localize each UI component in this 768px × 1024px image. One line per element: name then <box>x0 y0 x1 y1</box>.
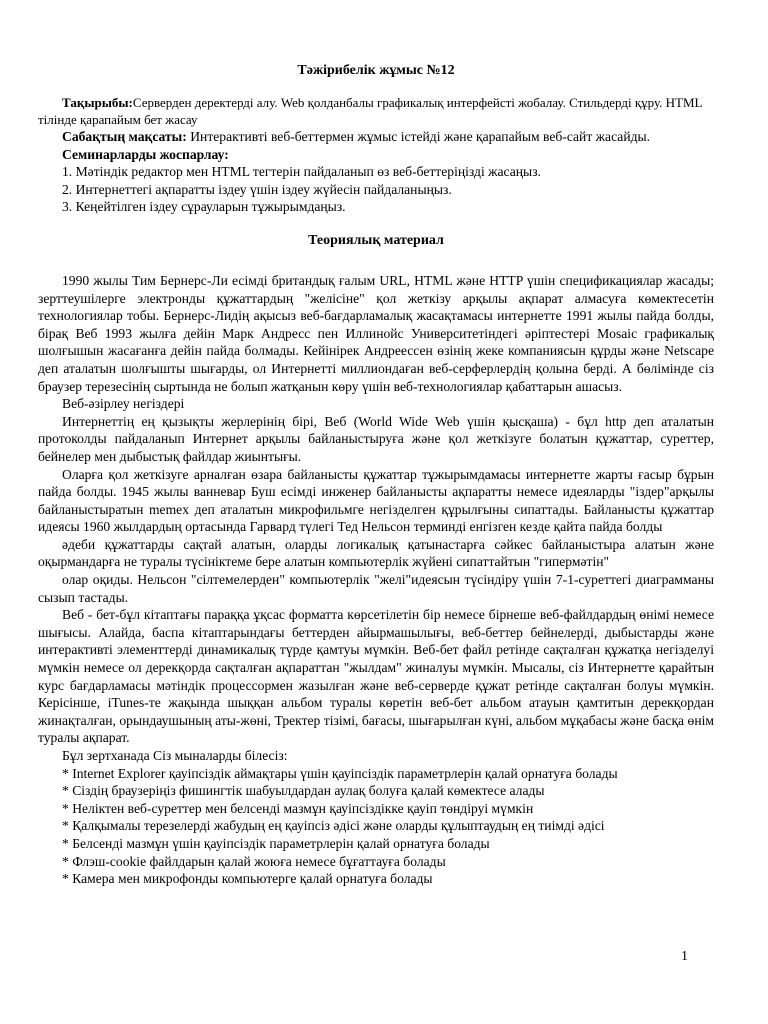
topic-paragraph <box>38 94 714 128</box>
subheading: Веб-әзірлеу негіздері <box>62 396 185 412</box>
bullet-item: * Қалқымалы терезелерді жабудың ең қауіпсіз әдісі және оларды құлыптаудың ең тиімді әдісі <box>62 818 605 834</box>
page-content <box>38 62 714 888</box>
topic-label: Тақырыбы: <box>62 95 133 110</box>
bullet-item: * Сіздің браузеріңіз фишингтік шабуылдардан аулақ болуға қалай көмектесе алады <box>62 783 545 799</box>
bullet-item: * Неліктен веб-суреттер мен белсенді мазмұн қауіпсіздікке қауіп төндіруі мүмкін <box>62 800 534 816</box>
topic-text: Серверден деректерді алу. Web қолданбалы графикалық интерфейсті жобалау. Стильдерді құру. HTML тілінде қарапайым бет жасау <box>38 95 703 127</box>
body-paragraph: Оларға қол жеткізуге арналған өзара байланысты құжаттар тұжырымдамасы интернетте жарты ғасыр бұрын пайда болды. 1945 жылы ванневар Буш есімді инженер байланысты ақпаратты немесе идеяларды "іздер"арқылы байланыстыратын memex деп аталатын микрофильмге негізделген құрылғыны сипаттады. Байланысты құжаттар идеясы 1960 жылдардың ортасында Гарвард түлегі Тед Нельсон терминді енгізген кезде қайта пайда болды <box>38 466 714 535</box>
body-paragraph: Интернеттің ең қызықты жерлерінің бірі, Веб (World Wide Web үшін қысқаша) - бұл http деп аталатын протоколды пайдаланып Интернет арқылы байланыстыруға және қол жеткізуге болатын құжаттар, суреттер, бейнелер мен дыбыстық файлдар жиынтығы. <box>38 413 714 464</box>
plan-item: 3. Кеңейтілген іздеу сұрауларын тұжырымдаңыз. <box>62 199 346 215</box>
section-title: Теориялық материал <box>308 232 444 248</box>
body-paragraph: Веб - бет-бұл кітаптағы параққа ұқсас форматта көрсетілетін бір немесе бірнеше веб-файлдардың өнімі немесе шығысы. Алайда, баспа кітаптарындағы беттерден айырмашылығы, веб-беттер бейнелерді, дыбыстарды және интерактивті элементтерді динамикалық түрде қамтуы мүмкін. Веб-бет файл ретінде сақталған құжатқа негізделуі мүмкін немесе ол дерекқорда сақталған ақпараттан "жылдам" жиналуы мүмкін. Мысалы, сіз Интернетте қарайтын курс бағдарламасы мәтіндік процессормен жазылған және веб-серверде құжат ретінде сақталған болуы мүмкін. Керісінше, iTunes-те жақында шыққан альбом туралы көретін веб-бет альбом атауын қамтитын дерекқордан жинақталған, орындаушының аты-жөні, Тректер тізімі, бағасы, шығарылған күні, альбом мұқабасы және басқа өнім туралы ақпарат. <box>38 607 714 746</box>
goal-label: Сабақтың мақсаты: <box>62 129 187 144</box>
bullet-item: * Флэш-cookie файлдарын қалай жоюға немесе бұғаттауға болады <box>62 853 446 869</box>
body-paragraph: әдеби құжаттарды сақтай алатын, оларды логикалық қатынастарға сәйкес байланыстыра алатын және оқырмандарға не туралы түсініктеме бере алатын компьютерлік жүйені сипаттайтын "гипермәтін" <box>38 536 714 570</box>
goal-paragraph <box>38 128 714 146</box>
list-intro: Бұл зертханада Сіз мыналарды білесіз: <box>62 748 288 763</box>
bullet-item: * Камера мен микрофонды компьютерге қалай орнатуға болады <box>62 871 433 887</box>
body-paragraph: 1990 жылы Тим Бернерс-Ли есімді британдық ғалым URL, HTML және HTTP үшін спецификациялар жасады; зерттеушілерге электронды құжаттардың "желісіне" қол жеткізу арқылы ақпарат алмасуға көмектесетін технологиялар тобы. Бернерс-Лидің ақысыз веб-бағдарламалық жасақтамасы интернетте 1991 жылы пайда болды, бірақ Веб 1993 жылға дейін Марк Андресс пен Иллинойс Университетіндегі әріптестері Mosaic графикалық шолғышын жасағанға дейін пайда болмады. Кейінірек Андреессен өзінің жеке компаниясын құрды және Netscape деп аталатын шолғышты шығарды, ол Интернетті миллиондаған веб-серферлердің қолына берді. А бөлімінде сіз браузер терезесінің сыртында не болып жатқанын көру үшін веб-технологиялар қабаттарын ашасыз. <box>38 272 714 394</box>
body-paragraph: олар оқиды. Нельсон "сілтемелерден" компьютерлік "желі"идеясын түсіндіру үшін 7-1-суреттегі диаграмманы сызып тастады. <box>38 572 714 605</box>
plan-item: 1. Мәтіндік редактор мен HTML тегтерін пайдаланып өз веб-беттеріңізді жасаңыз. <box>62 164 541 180</box>
bullet-item: * Internet Explorer қауіпсіздік аймақтары үшін қауіпсіздік параметрлерін қалай орнатуға болады <box>62 765 618 781</box>
plan-item: 2. Интернеттегі ақпаратты іздеу үшін іздеу жүйесін пайдаланыңыз. <box>62 181 452 197</box>
bullet-item: * Белсенді мазмұн үшін қауіпсіздік параметрлерін қалай орнатуға болады <box>62 835 490 851</box>
goal-text: Интерактивті веб-беттермен жұмыс істейді және қарапайым веб-сайт жасайды. <box>186 129 651 144</box>
page-title: Тәжірибелік жұмыс №12 <box>297 63 455 78</box>
plan-heading: Семинарларды жоспарлау: <box>62 146 229 162</box>
page-number: 1 <box>681 949 688 964</box>
